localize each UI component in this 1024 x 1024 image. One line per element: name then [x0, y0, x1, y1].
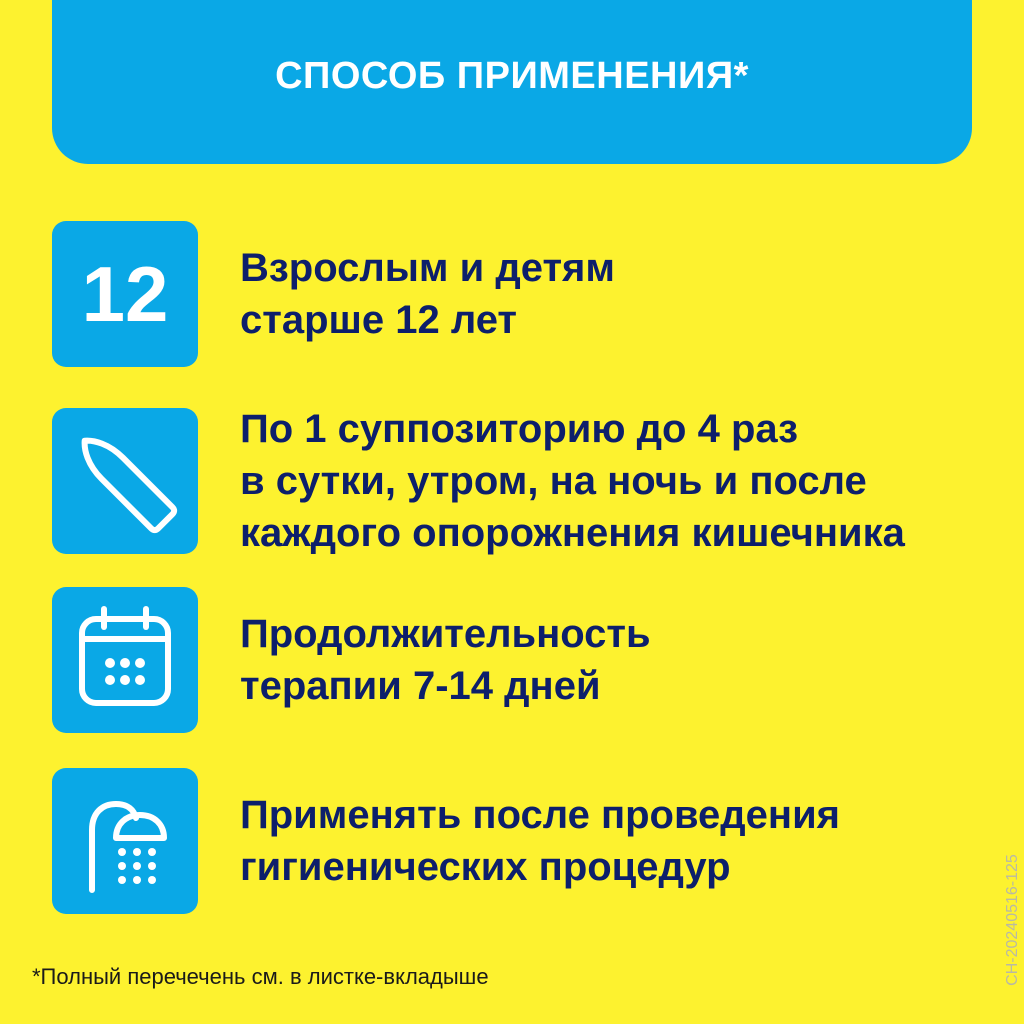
item-dosage-line-2: в сутки, утром, на ночь и после	[240, 459, 867, 503]
item-dosage-line-3: каждого опорожнения кишечника	[240, 511, 905, 555]
shower-icon	[52, 768, 198, 914]
suppository-icon	[52, 408, 198, 554]
item-hygiene-line-1: Применять после проведения	[240, 793, 841, 837]
item-dosage-text	[240, 403, 905, 559]
shower-tile	[52, 768, 198, 914]
item-dosage-line-1: По 1 суппозиторию до 4 раз	[240, 407, 798, 451]
suppository-tile	[52, 408, 198, 554]
header-banner	[52, 0, 972, 164]
item-age-line-2: старше 12 лет	[240, 298, 518, 342]
item-duration-line-2: терапии 7-14 дней	[240, 664, 601, 708]
item-duration	[52, 587, 651, 733]
item-hygiene-text	[240, 789, 840, 893]
header-title: СПОСОБ ПРИМЕНЕНИЯ*	[275, 54, 749, 97]
item-dosage	[52, 403, 905, 559]
item-hygiene-line-2: гигиенических процедур	[240, 845, 731, 889]
item-hygiene	[52, 768, 840, 914]
side-code: СН-20240516-125	[1004, 854, 1021, 986]
item-age-text	[240, 242, 615, 346]
age-badge-tile	[52, 221, 198, 367]
item-duration-line-1: Продолжительность	[240, 612, 651, 656]
item-age-line-1: Взрослым и детям	[240, 246, 615, 290]
calendar-tile	[52, 587, 198, 733]
calendar-icon	[52, 587, 198, 733]
item-age	[52, 221, 615, 367]
age-badge-number: 12	[81, 249, 169, 338]
footnote: *Полный перечечень см. в листке-вкладыше	[32, 964, 489, 989]
item-duration-text	[240, 608, 651, 712]
